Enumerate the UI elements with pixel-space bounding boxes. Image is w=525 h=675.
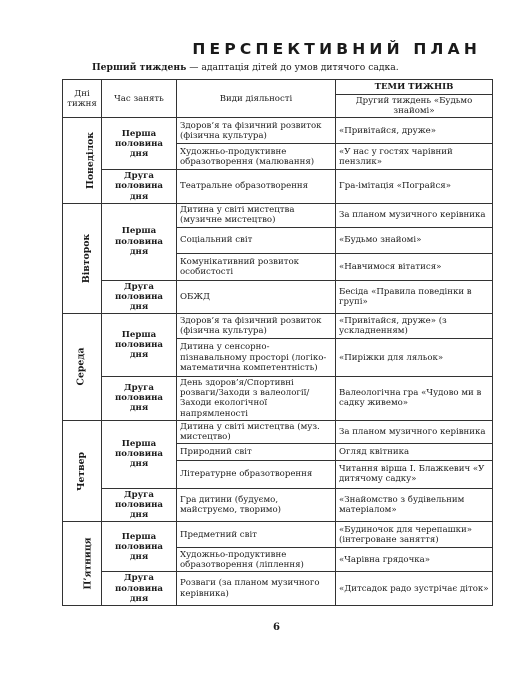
time-of-day-cell: Перша половина дня — [102, 420, 177, 488]
activity-cell: Театральне образотворення — [177, 170, 336, 203]
header-themes: ТЕМИ ТИЖНІВ — [336, 80, 493, 95]
subtitle-bold: Перший тиждень — [92, 62, 187, 73]
time-of-day-cell: Перша половина дня — [102, 522, 177, 572]
theme-cell: «Дитсадок радо зустрічає діток» — [336, 572, 493, 605]
activity-cell: Дитина у світі мистецтва (муз. мистецтво) — [177, 420, 336, 443]
day-label: Середа — [75, 347, 87, 386]
page-subtitle — [92, 62, 399, 73]
table-row — [63, 314, 493, 339]
activity-cell: Здоров’я та фізичний розвиток (фізична культура) — [177, 118, 336, 144]
theme-cell: Валеологічна гра «Чудово ми в садку живемо» — [336, 377, 493, 421]
day-cell — [63, 314, 102, 421]
activity-cell: Природний світ — [177, 443, 336, 460]
activity-cell: Соціальний світ — [177, 227, 336, 253]
activity-cell: Художньо-продуктивне образотворення (малювання) — [177, 144, 336, 170]
day-cell — [63, 522, 102, 605]
theme-cell: «Будиночок для черепашки» (інтегроване заняття) — [336, 522, 493, 548]
theme-cell: «Пиріжки для ляльок» — [336, 339, 493, 377]
header-time: Час занять — [102, 80, 177, 118]
day-label: Четвер — [76, 451, 88, 491]
activity-cell: День здоров’я/Спортивні розваги/Заходи з валеології/Заходи екологічної напрямленості — [177, 377, 336, 421]
theme-cell: «Знайомство з будівельним матеріалом» — [336, 488, 493, 521]
theme-cell: «Привітайся, друже» (з ускладненням) — [336, 314, 493, 339]
table-row — [63, 522, 493, 548]
theme-cell: «Привітайся, друже» — [336, 118, 493, 144]
time-of-day-cell: Перша половина дня — [102, 314, 177, 377]
theme-cell: «Чарівна грядочка» — [336, 548, 493, 572]
header-week2: Другий тиждень «Будьмо знайомі» — [336, 95, 493, 118]
time-of-day-cell: Перша половина дня — [102, 118, 177, 170]
theme-cell: Читання вірша І. Блажкевич «У дитячому садку» — [336, 460, 493, 488]
table-row — [63, 280, 493, 313]
theme-cell: За планом музичного керівника — [336, 420, 493, 443]
activity-cell: Дитина у сенсорно-пізнавальному просторі (логіко-математична компетентність) — [177, 339, 336, 377]
table-row — [63, 118, 493, 144]
activity-cell: Здоров’я та фізичний розвиток (фізична культура) — [177, 314, 336, 339]
time-of-day-cell: Друга половина дня — [102, 280, 177, 313]
time-of-day-cell: Друга половина дня — [102, 572, 177, 605]
subtitle-rest: — адаптація дітей до умов дитячого садка. — [186, 62, 399, 73]
page-number: 6 — [273, 622, 280, 633]
table-row — [63, 488, 493, 521]
day-label: Вівторок — [81, 233, 93, 284]
header-activities: Види діяльності — [177, 80, 336, 118]
day-cell — [63, 118, 102, 203]
time-of-day-cell: Друга половина дня — [102, 488, 177, 521]
activity-cell: Розваги (за планом музичного керівника) — [177, 572, 336, 605]
table-row — [63, 203, 493, 227]
time-of-day-cell: Перша половина дня — [102, 203, 177, 280]
plan-table — [62, 79, 493, 606]
theme-cell: «У нас у гостях чарівний пензлик» — [336, 144, 493, 170]
theme-cell: Огляд квітника — [336, 443, 493, 460]
activity-cell: ОБЖД — [177, 280, 336, 313]
plan-body — [63, 118, 493, 606]
theme-cell: «Будьмо знайомі» — [336, 227, 493, 253]
activity-cell: Гра дитини (будуємо, майструємо, творимо) — [177, 488, 336, 521]
theme-cell: Бесіда «Правила поведінки в групі» — [336, 280, 493, 313]
time-of-day-cell: Друга половина дня — [102, 170, 177, 203]
table-row — [63, 572, 493, 605]
day-cell — [63, 420, 102, 522]
activity-cell: Комунікативний розвиток особистості — [177, 253, 336, 280]
activity-cell: Дитина у світі мистецтва (музичне мистецтво) — [177, 203, 336, 227]
activity-cell: Предметний світ — [177, 522, 336, 548]
table-row — [63, 420, 493, 443]
theme-cell: За планом музичного керівника — [336, 203, 493, 227]
day-label: Понеділок — [84, 132, 96, 189]
day-cell — [63, 203, 102, 313]
activity-cell: Літературне образотворення — [177, 460, 336, 488]
table-row — [63, 377, 493, 421]
time-of-day-cell: Друга половина дня — [102, 377, 177, 421]
theme-cell: Гра-імітація «Пограйся» — [336, 170, 493, 203]
header-days: Дні тижня — [63, 80, 102, 118]
table-row — [63, 170, 493, 203]
day-label: П’ятниця — [82, 537, 94, 590]
theme-cell: «Навчимося вітатися» — [336, 253, 493, 280]
activity-cell: Художньо-продуктивне образотворення (ліплення) — [177, 548, 336, 572]
page-title: ПЕРСПЕКТИВНИЙ ПЛАН — [192, 40, 481, 58]
